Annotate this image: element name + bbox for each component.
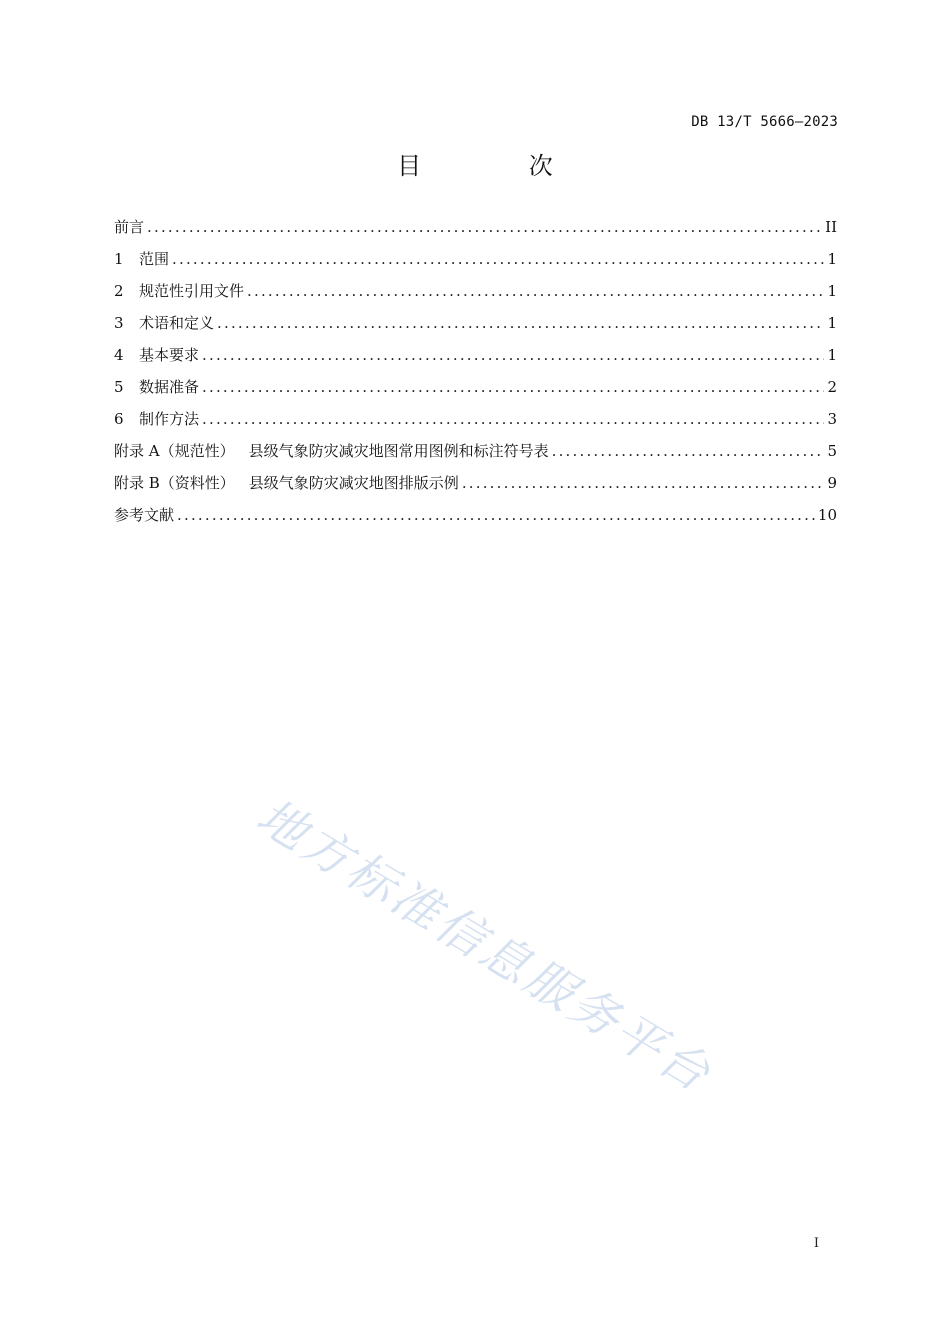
toc-page-number: 1: [827, 250, 837, 268]
toc-dot-leader: [172, 247, 824, 271]
toc-label: 参考文献: [114, 506, 175, 524]
toc-label: 数据准备: [139, 378, 200, 396]
toc-entry-appendix-b[interactable]: [114, 471, 837, 503]
table-of-contents: [114, 215, 837, 535]
toc-dot-leader: [247, 279, 824, 303]
toc-section-number: 6: [114, 410, 124, 428]
toc-dot-leader: [202, 407, 824, 431]
page-number: I: [813, 1236, 819, 1251]
toc-appendix-title: 县级气象防灾减灾地图常用图例和标注符号表: [248, 442, 549, 460]
toc-entry-foreword[interactable]: [114, 215, 837, 247]
toc-dot-leader: [462, 471, 825, 495]
toc-label: 前言: [114, 218, 145, 236]
toc-label: 制作方法: [139, 410, 200, 428]
toc-page-number: II: [825, 218, 837, 236]
toc-dot-leader: [217, 311, 824, 335]
toc-entry-data-preparation[interactable]: [114, 375, 837, 407]
toc-label: 基本要求: [139, 346, 200, 364]
toc-entry-terms-definitions[interactable]: [114, 311, 837, 343]
toc-label: 范围: [139, 250, 170, 268]
toc-section-number: 3: [114, 314, 124, 332]
toc-page-number: 10: [817, 506, 837, 524]
toc-label: 规范性引用文件: [139, 282, 245, 300]
toc-appendix-title: 县级气象防灾减灾地图排版示例: [248, 474, 459, 492]
toc-entry-bibliography[interactable]: [114, 503, 837, 535]
toc-page-number: 1: [827, 282, 837, 300]
toc-page-number: 3: [827, 410, 837, 428]
toc-dot-leader: [202, 343, 824, 367]
toc-page-number: 2: [827, 378, 837, 396]
watermark: 地方标准信息服务平台: [247, 788, 722, 1104]
toc-label: 附录 B（资料性）: [114, 474, 235, 492]
toc-page-number: 1: [827, 314, 837, 332]
toc-page-number: 9: [827, 474, 837, 492]
toc-dot-leader: [177, 503, 815, 527]
toc-section-number: 4: [114, 346, 124, 364]
toc-dot-leader: [552, 439, 825, 463]
toc-entry-scope[interactable]: [114, 247, 837, 279]
toc-page-number: 5: [827, 442, 837, 460]
toc-dot-leader: [147, 215, 822, 239]
page-title: 目 次: [397, 152, 603, 180]
toc-section-number: 1: [114, 250, 124, 268]
toc-page-number: 1: [827, 346, 837, 364]
toc-entry-basic-requirements[interactable]: [114, 343, 837, 375]
toc-entry-production-method[interactable]: [114, 407, 837, 439]
toc-entry-normative-references[interactable]: [114, 279, 837, 311]
toc-label: 术语和定义: [139, 314, 215, 332]
toc-section-number: 5: [114, 378, 124, 396]
toc-entry-appendix-a[interactable]: [114, 439, 837, 471]
document-code: DB 13/T 5666—2023: [691, 114, 838, 130]
toc-section-number: 2: [114, 282, 124, 300]
toc-dot-leader: [202, 375, 824, 399]
toc-label: 附录 A（规范性）: [114, 442, 235, 460]
